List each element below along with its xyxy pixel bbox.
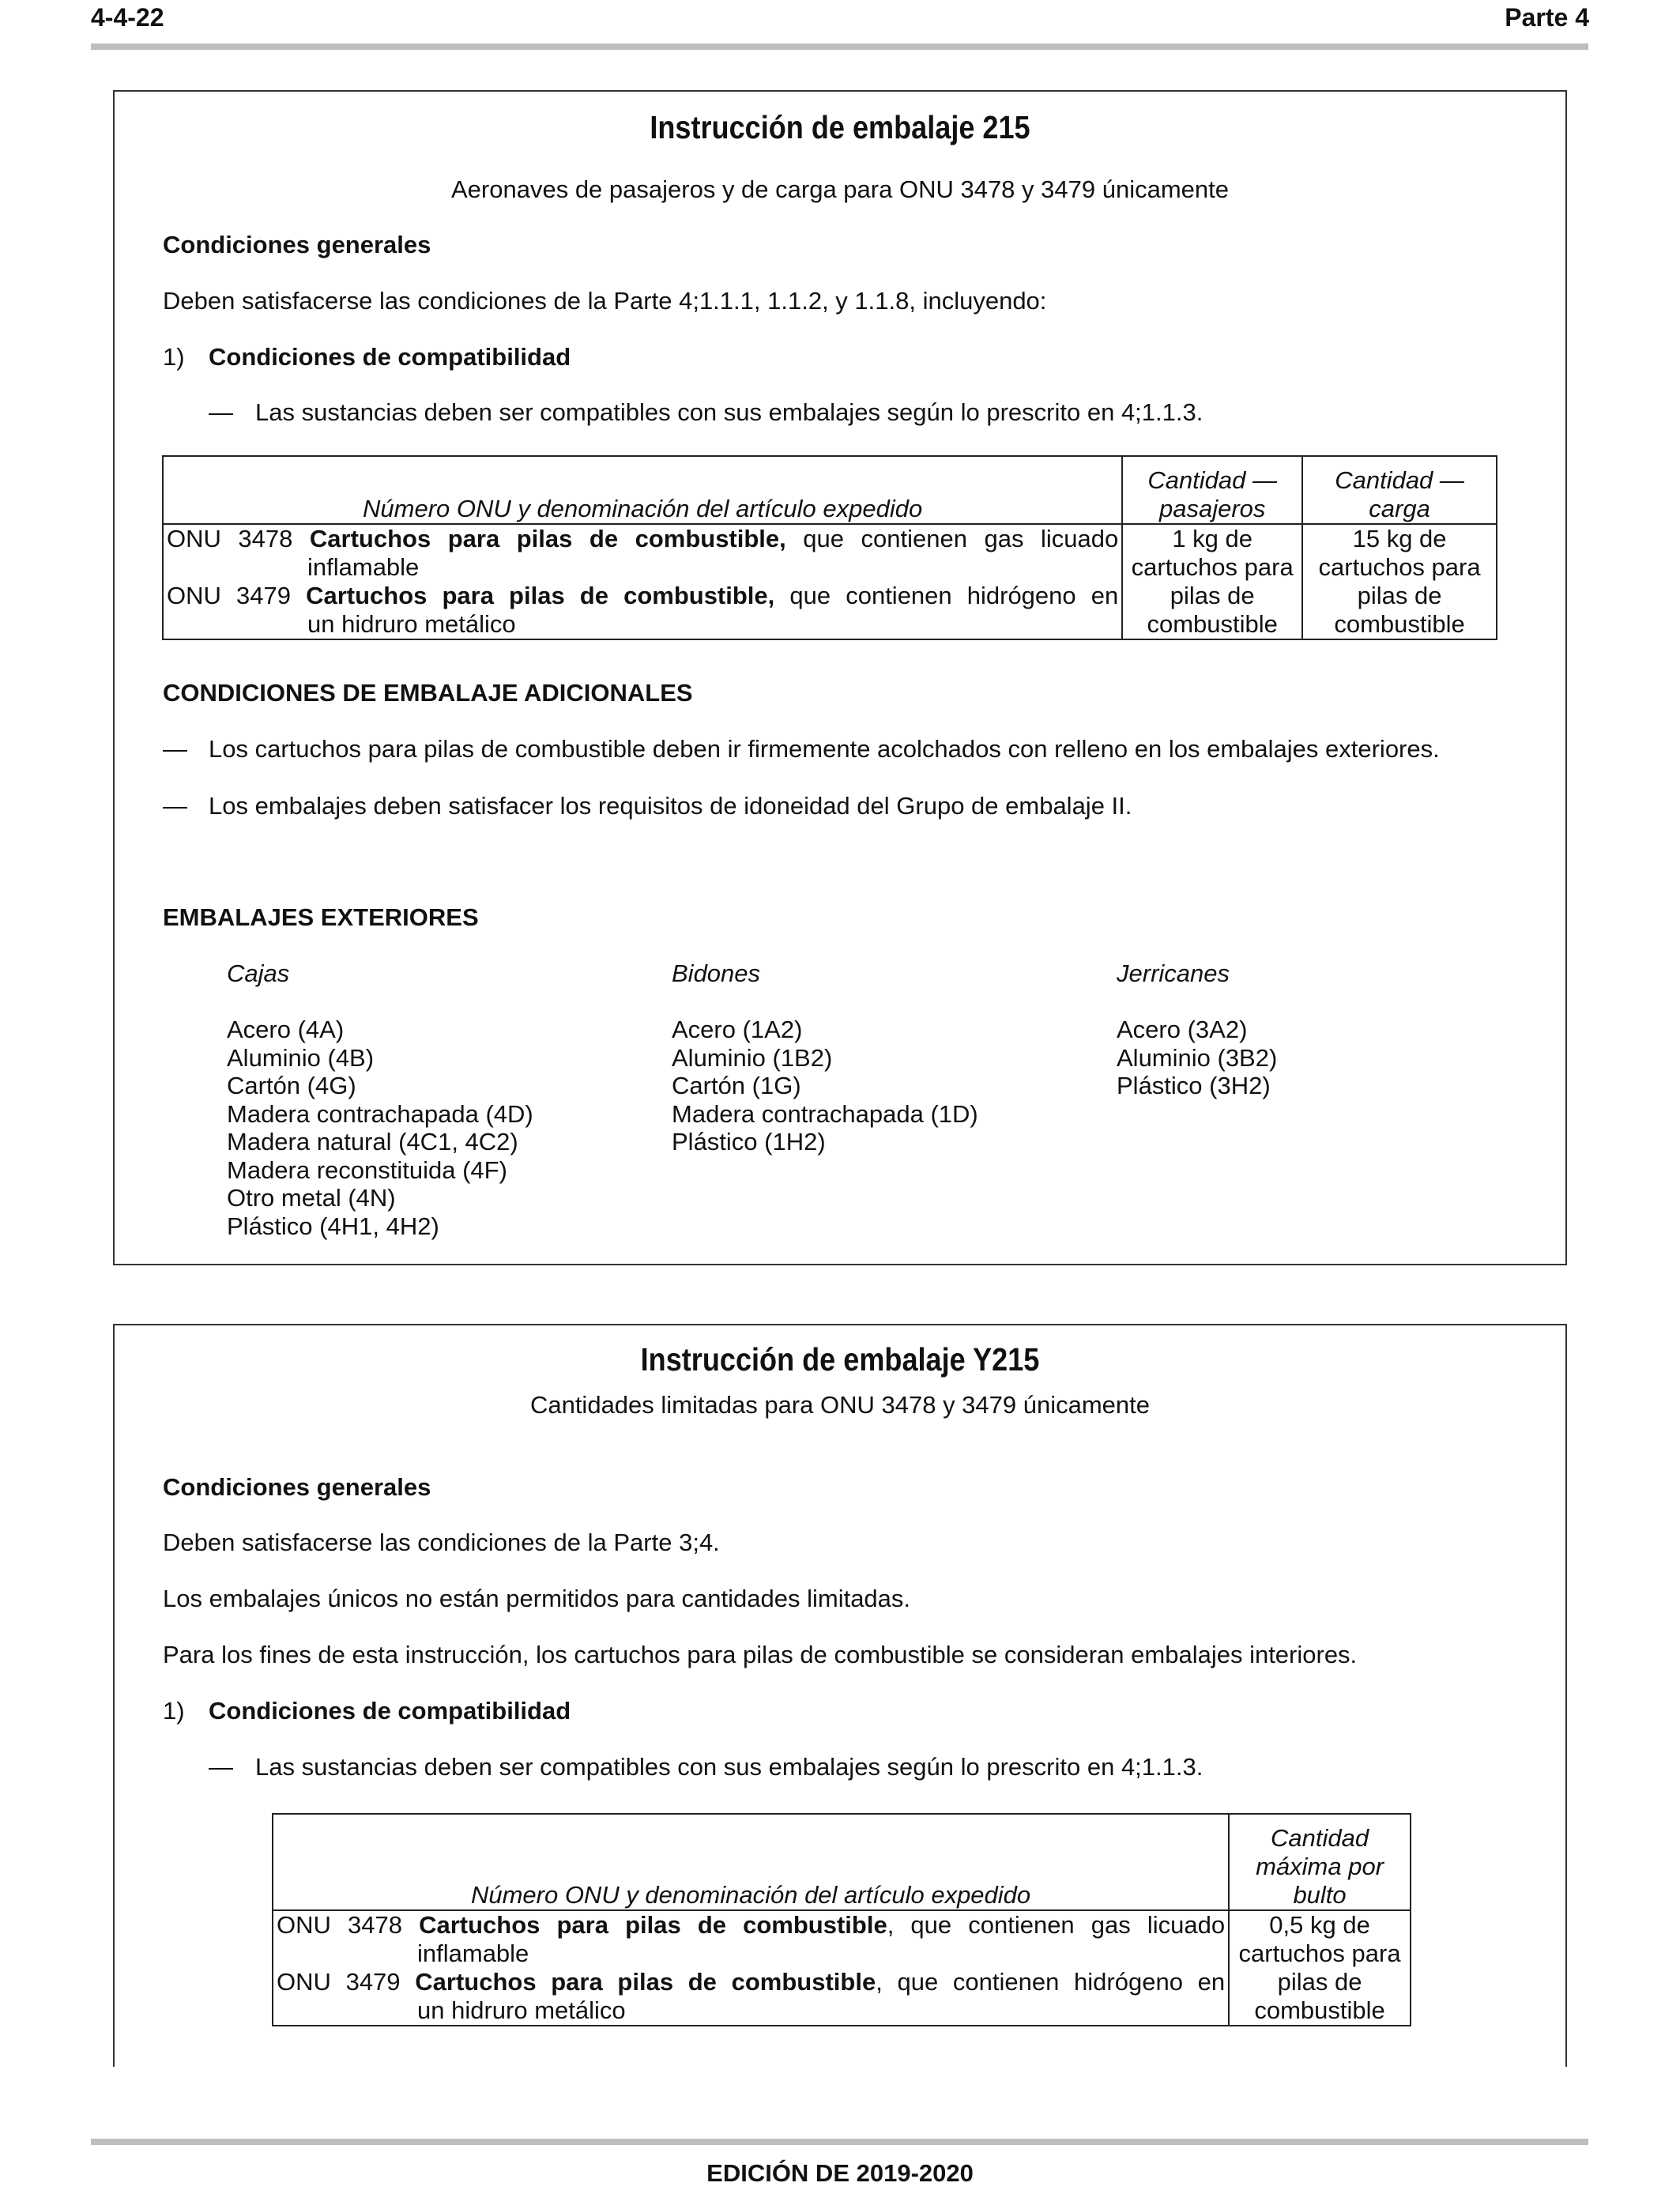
pi215-col-passenger: Cantidad — pasajeros [1122, 456, 1302, 524]
article-desc-cont: un hidruro metálico [307, 610, 516, 638]
pi215-additional-heading: CONDICIONES DE EMBALAJE ADICIONALES [163, 679, 693, 707]
list-item: Cartón (1G) [672, 1072, 801, 1099]
un-code: ONU 3478 [277, 1911, 402, 1939]
pi215-additional-1: Los cartuchos para pilas de combustible deben ir firmemente acolchados con relleno en los embalajes exteriores. [209, 735, 1440, 763]
list-item: Otro metal (4N) [227, 1184, 396, 1212]
list-item: Cartón (4G) [227, 1072, 356, 1099]
piY215-p1: Deben satisfacerse las condiciones de la Parte 3;4. [163, 1529, 720, 1556]
pi215-cargo-qty: 15 kg de cartuchos para pilas de combustible [1302, 524, 1497, 639]
list-item: Aluminio (4B) [227, 1043, 375, 1072]
article-name: Cartuchos para pilas de combustible, [309, 525, 786, 552]
piY215-compat-num: 1) [163, 1697, 185, 1725]
list-item: Aluminio (1B2) [672, 1043, 833, 1072]
header-rule [91, 43, 1588, 50]
piY215-entries-cell [273, 1910, 1229, 2026]
part-label: Parte 4 [1505, 3, 1589, 32]
pi215-outer-heading: EMBALAJES EXTERIORES [163, 903, 479, 931]
piY215-subtitle: Cantidades limitadas para ONU 3478 y 3479 únicamente [529, 1391, 1151, 1419]
pi215-entry-3478 [167, 525, 1118, 582]
article-desc: que contienen hidrógeno en [774, 582, 1119, 609]
pi215-additional-dash-2: — [163, 792, 187, 820]
un-code: ONU 3479 [277, 1968, 401, 1996]
pi215-subtitle: Aeronaves de pasajeros y de carga para ONU 3478 y 3479 únicamente [451, 175, 1229, 203]
list-item: Plástico (3H2) [1117, 1072, 1271, 1099]
page-number: 4-4-22 [91, 3, 164, 32]
article-desc-cont: inflamable [417, 1940, 529, 1967]
piY215-p3: Para los fines de esta instrucción, los cartuchos para pilas de combustible se consideran embalajes interiores. [163, 1641, 1358, 1668]
piY215-compat-heading: Condiciones de compatibilidad [209, 1697, 571, 1725]
article-desc: , que contienen gas licuado [887, 1911, 1226, 1939]
bidones-title: Bidones [672, 959, 761, 987]
article-name: Cartuchos para pilas de combustible [419, 1911, 887, 1939]
list-item: Madera natural (4C1, 4C2) [227, 1128, 518, 1155]
piY215-entry-3478 [277, 1911, 1225, 1968]
piY215-max-qty: 0,5 kg de cartuchos para pilas de combustible [1229, 1910, 1411, 2026]
list-item: Madera contrachapada (1D) [672, 1099, 978, 1128]
article-desc-cont: un hidruro metálico [417, 1996, 626, 2024]
article-desc-cont: inflamable [307, 553, 420, 581]
packing-instruction-Y215 [113, 1324, 1567, 2067]
piY215-col-name: Número ONU y denominación del artículo expedido [273, 1814, 1229, 1910]
pi215-entries-cell [163, 524, 1122, 639]
piY215-general-heading: Condiciones generales [163, 1473, 431, 1501]
pi215-additional-2: Los embalajes deben satisfacer los requisitos de idoneidad del Grupo de embalaje II. [209, 792, 1132, 820]
piY215-entry-3479 [277, 1968, 1225, 2025]
article-name: Cartuchos para pilas de combustible [415, 1968, 876, 1996]
packing-instruction-215 [113, 90, 1567, 1265]
list-item: Acero (4A) [227, 1016, 345, 1043]
footer-rule [91, 2139, 1588, 2145]
piY215-col-max: Cantidad máxima por bulto [1229, 1814, 1411, 1910]
pi215-passenger-qty: 1 kg de cartuchos para pilas de combustible [1122, 524, 1302, 639]
pi215-compat-dash: — [209, 398, 233, 426]
article-desc: que contienen gas licuado [785, 525, 1119, 552]
list-item: Aluminio (3B2) [1117, 1043, 1278, 1072]
outer-col-cajas [227, 959, 533, 1240]
pi215-quantity-table [162, 455, 1497, 640]
jerricanes-title: Jerricanes [1117, 959, 1230, 987]
pi215-general-heading: Condiciones generales [163, 231, 431, 258]
piY215-compat-text: Las sustancias deben ser compatibles con sus embalajes según lo prescrito en 4;1.1.3. [255, 1753, 1203, 1781]
pi215-additional-dash-1: — [163, 735, 187, 763]
pi215-general-text: Deben satisfacerse las condiciones de la Parte 4;1.1.1, 1.1.2, y 1.1.8, incluyendo: [163, 287, 1047, 315]
piY215-quantity-table [272, 1813, 1411, 2026]
pi215-compat-num: 1) [163, 343, 185, 371]
pi215-col-name: Número ONU y denominación del artículo expedido [163, 456, 1122, 524]
pi215-title: Instrucción de embalaje 215 [650, 109, 1030, 145]
list-item: Plástico (4H1, 4H2) [227, 1212, 439, 1240]
pi215-compat-heading: Condiciones de compatibilidad [209, 343, 571, 371]
piY215-compat-dash: — [209, 1753, 233, 1781]
piY215-title: Instrucción de embalaje Y215 [640, 1341, 1040, 1378]
list-item: Plástico (1H2) [672, 1128, 826, 1155]
article-name: Cartuchos para pilas de combustible, [306, 582, 775, 609]
list-item: Acero (1A2) [672, 1016, 803, 1043]
pi215-entry-3479 [167, 582, 1118, 639]
article-desc: , que contienen hidrógeno en [876, 1968, 1226, 1996]
outer-col-bidones [672, 959, 978, 1156]
list-item: Madera reconstituida (4F) [227, 1155, 507, 1184]
un-code: ONU 3479 [167, 582, 291, 609]
edition-label: EDICIÓN DE 2019-2020 [706, 2159, 974, 2187]
list-item: Madera contrachapada (4D) [227, 1099, 533, 1128]
cajas-title: Cajas [227, 959, 290, 987]
pi215-compat-text: Las sustancias deben ser compatibles con sus embalajes según lo prescrito en 4;1.1.3. [255, 398, 1203, 426]
piY215-p2: Los embalajes únicos no están permitidos para cantidades limitadas. [163, 1585, 911, 1612]
pi215-col-cargo: Cantidad — carga [1302, 456, 1497, 524]
outer-col-jerricanes [1117, 959, 1277, 1100]
list-item: Acero (3A2) [1117, 1016, 1248, 1043]
un-code: ONU 3478 [167, 525, 293, 552]
